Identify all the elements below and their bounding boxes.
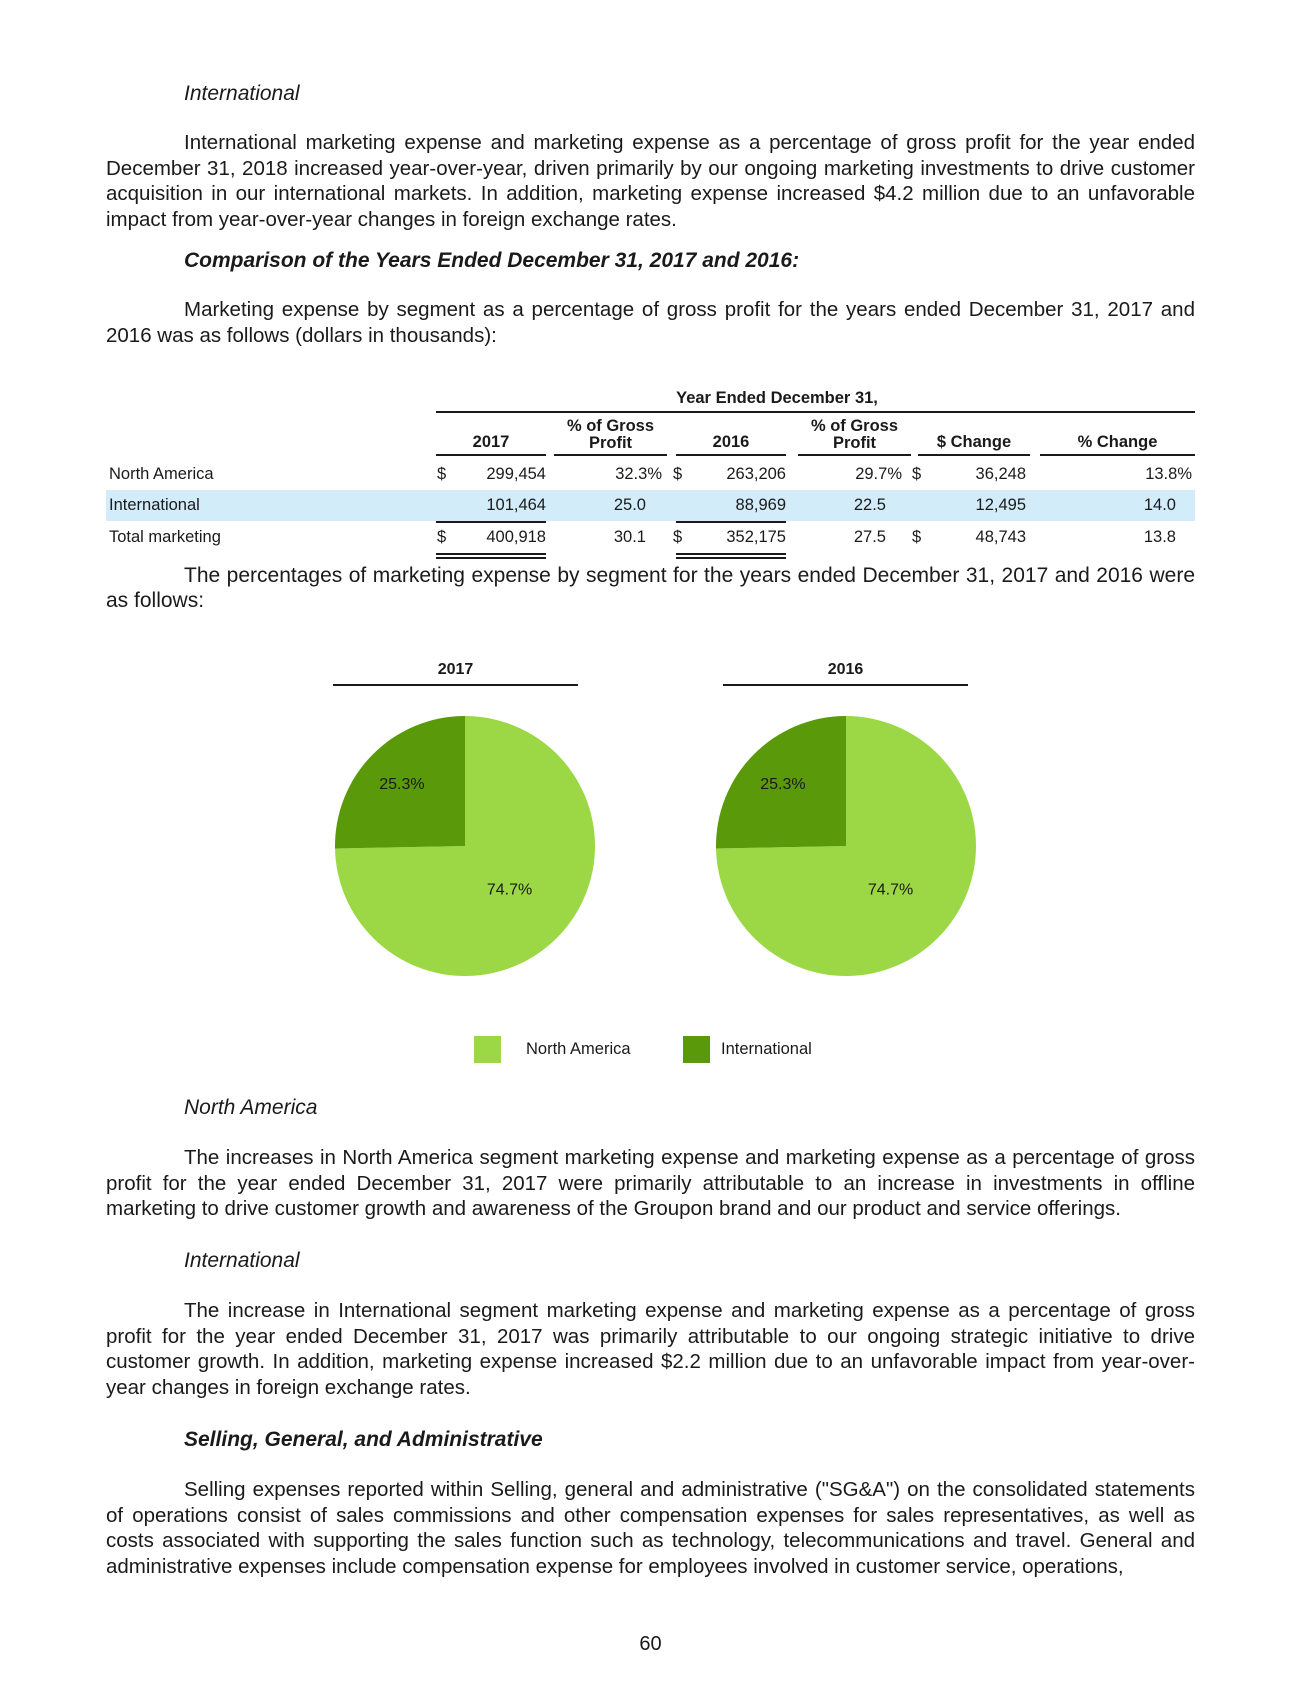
dollar-sign: $ (673, 465, 683, 483)
comparison-paragraph: Marketing expense by segment as a percentage of gross profit for the years ended December 31, 2017 and 2016 was as follows (dollars in thousands): (106, 298, 1195, 347)
pct-gp-2016: 29.7% (855, 465, 902, 483)
total-double-rule (676, 553, 786, 555)
row-label: Total marketing (109, 528, 221, 546)
pie-charts (0, 700, 1301, 1000)
pct-gp-2017: 30.1 (613, 528, 646, 546)
value-2017: 400,918 (486, 528, 546, 546)
header-underline (798, 454, 911, 456)
intl-heading-2: International (184, 1249, 300, 1272)
dollar-sign: $ (673, 528, 683, 546)
na-heading: North America (184, 1096, 318, 1119)
intl-paragraph-1: International marketing expense and marketing expense as a percentage of gross profit for the year ended December 31, 2018 increased year-over-year, driven primarily by our ongoing marketing investments to drive customer acquisition in our international markets. In addition, marketing expense increased $4.2 million due to an unfavorable impact from year-over-year changes in foreign exchange rates. (106, 131, 1195, 231)
na-paragraph: The increases in North America segment marketing expense and marketing expense as a percentage of gross profit for the year ended December 31, 2017 were primarily attributable to an increase in investments in offline marketing to drive customer growth and awareness of the Groupon brand and our product and service offerings. (106, 1146, 1195, 1220)
pct-change: 13.8 (1143, 528, 1176, 546)
col-header-pct-change: % Change (1077, 433, 1158, 451)
pct-gp-2017: 32.3% (615, 465, 662, 483)
table-row (106, 490, 1195, 521)
header-underline (554, 454, 667, 456)
header-underline (1040, 454, 1195, 456)
comparison-heading: Comparison of the Years Ended December 31, 2017 and 2016: (184, 249, 800, 272)
percentages-paragraph: The percentages of marketing expense by segment for the years ended December 31, 2017 and 2016 were as follows: (106, 564, 1195, 612)
pct-gp-2017: 25.0 (613, 496, 646, 514)
legend-north-america-swatch (474, 1036, 501, 1063)
header-underline (918, 454, 1030, 456)
page-number: 60 (639, 1633, 662, 1655)
sga-paragraph: Selling expenses reported within Selling, general and administrative ("SG&A") on the consolidated statements of operations consist of sales commissions and other compensation expenses for sales representatives, as well as costs associated with supporting the sales function such as technology, telecommunications and travel. General and administrative expenses include compensation expense for employees involved in customer service, operations, (106, 1478, 1195, 1578)
row-label: North America (109, 465, 214, 483)
value-2016: 352,175 (726, 528, 786, 546)
pie-2016-title: 2016 (827, 661, 864, 678)
col-header-2016: 2016 (712, 433, 750, 451)
dollar-sign: $ (437, 465, 447, 483)
pie-data-label: 25.3% (760, 776, 806, 794)
sga-heading: Selling, General, and Administrative (184, 1428, 543, 1451)
legend-international-label: International (721, 1040, 812, 1058)
pie-2017-title: 2017 (437, 661, 474, 678)
pie-2017-title-rule (333, 684, 578, 686)
super-header-rule (436, 411, 1195, 413)
pct-change: 13.8% (1145, 465, 1192, 483)
col-header-pct-gp-2017: % of Gross Profit (566, 417, 655, 452)
pie-data-label: 25.3% (379, 776, 425, 794)
row-label: International (109, 496, 200, 514)
pct-gp-2016: 22.5 (853, 496, 886, 514)
dollar-change: 12,495 (975, 496, 1026, 514)
legend-international-swatch (683, 1036, 710, 1063)
total-double-rule (436, 553, 546, 555)
table-row (106, 522, 1195, 553)
pie-data-label: 74.7% (486, 881, 533, 899)
pct-change: 14.0 (1143, 496, 1176, 514)
pie-data-label: 74.7% (867, 881, 914, 899)
col-header-dollar-change: $ Change (936, 433, 1012, 451)
intl-paragraph-2: The increase in International segment marketing expense and marketing expense as a percentage of gross profit for the year ended December 31, 2017 was primarily attributable to our ongoing strategic initiative to drive customer growth. In addition, marketing expense increased $2.2 million due to an unfavorable impact from year-over-year changes in foreign exchange rates. (106, 1299, 1195, 1399)
dollar-sign: $ (912, 528, 922, 546)
dollar-change: 48,743 (975, 528, 1026, 546)
col-header-2017: 2017 (472, 433, 510, 451)
intl-heading-1: International (184, 82, 300, 105)
total-double-rule (436, 557, 546, 559)
col-header-pct-gp-2016: % of Gross Profit (810, 417, 899, 452)
value-2017: 299,454 (486, 465, 546, 483)
value-2016: 263,206 (726, 465, 786, 483)
legend-north-america-label: North America (526, 1040, 631, 1058)
value-2017: 101,464 (486, 496, 546, 514)
pie-2016-title-rule (723, 684, 968, 686)
table-row (106, 459, 1195, 490)
dollar-sign: $ (912, 465, 922, 483)
dollar-sign: $ (437, 528, 447, 546)
header-underline (676, 454, 786, 456)
header-underline (436, 454, 546, 456)
dollar-change: 36,248 (975, 465, 1026, 483)
total-double-rule (676, 557, 786, 559)
pct-gp-2016: 27.5 (853, 528, 886, 546)
value-2016: 88,969 (735, 496, 786, 514)
table-super-header: Year Ended December 31, (676, 389, 878, 407)
